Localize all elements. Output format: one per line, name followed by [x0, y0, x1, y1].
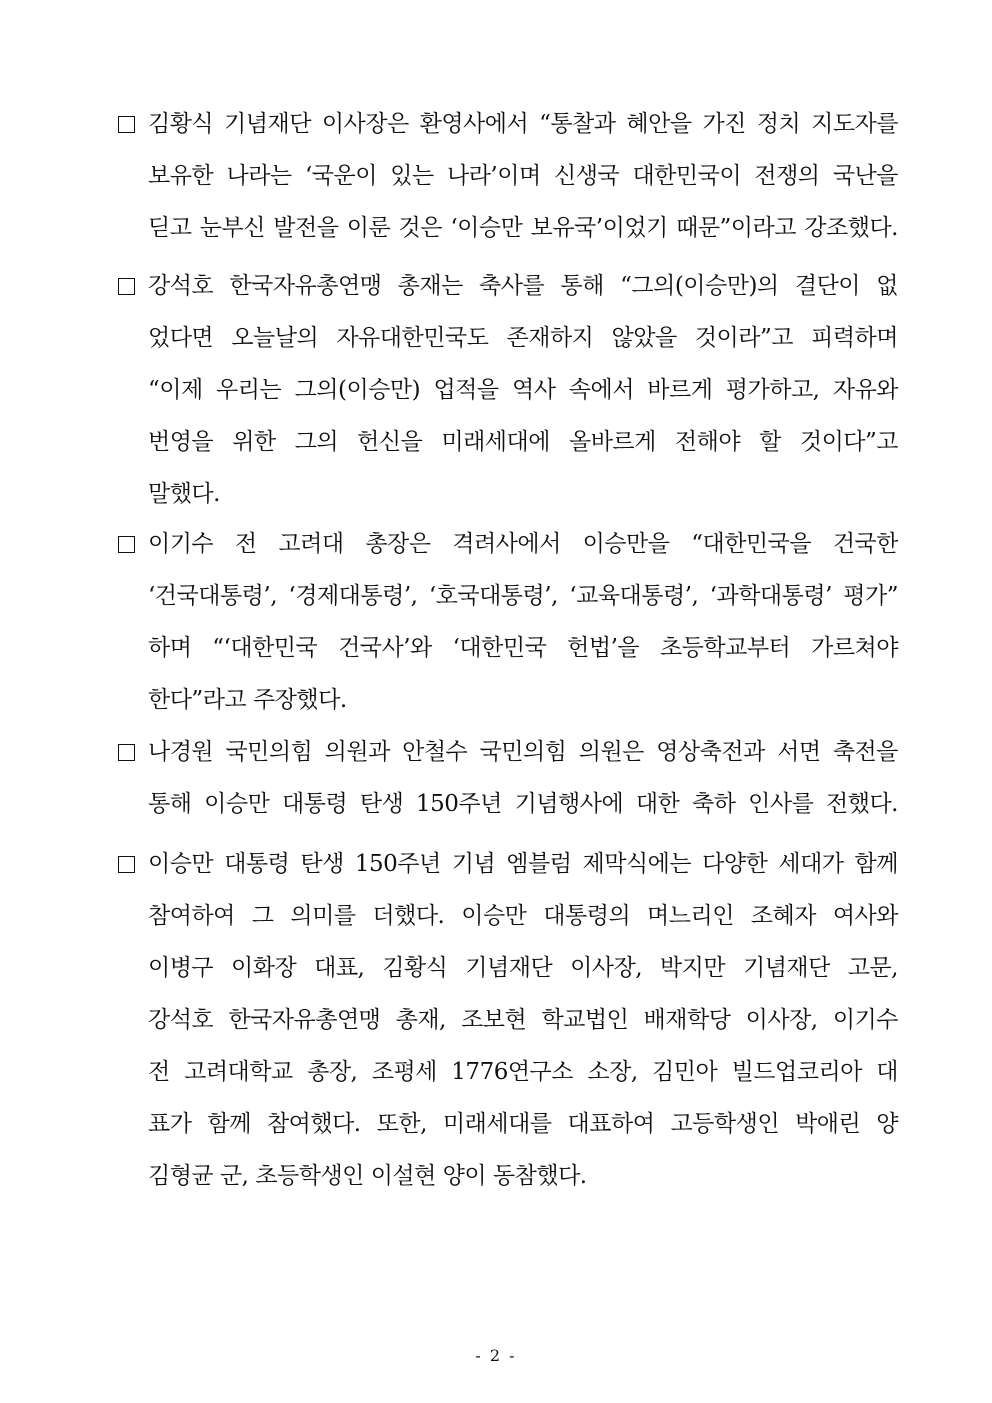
- text-line: 강석호 한국자유총연맹 총재는 축사를 통해 “그의(이승만)의 결단이 없: [148, 273, 898, 299]
- paragraph-3: [118, 518, 898, 726]
- paragraph-first-line: [118, 838, 898, 890]
- paragraph-first-line: [118, 518, 898, 570]
- text-line: 전 고려대학교 총장, 조평세 1776연구소 소장, 김민아 빌드업코리아 대: [148, 1059, 898, 1085]
- text-line: 보유한 나라는 ‘국운이 있는 나라’이며 신생국 대한민국이 전쟁의 국난을: [148, 163, 898, 189]
- text-line: 딛고 눈부신 발전을 이룬 것은 ‘이승만 보유국’이었기 때문”이라고 강조했다.: [148, 215, 898, 241]
- text-line: 표가 함께 참여했다. 또한, 미래세대를 대표하여 고등학생인 박애린 양: [148, 1111, 898, 1137]
- text-line: 통해 이승만 대통령 탄생 150주년 기념행사에 대한 축하 인사를 전했다.: [148, 791, 898, 817]
- paragraph-first-line: [118, 260, 898, 312]
- text-line: “이제 우리는 그의(이승만) 업적을 역사 속에서 바르게 평가하고, 자유와: [148, 377, 898, 403]
- text-line: 말했다.: [148, 481, 220, 507]
- text-line: 김형균 군, 초등학생인 이설현 양이 동참했다.: [148, 1163, 587, 1189]
- checkbox-bullet-icon: [118, 856, 135, 873]
- text-line: 이승만 대통령 탄생 150주년 기념 엠블럼 제막식에는 다양한 세대가 함께: [148, 851, 898, 877]
- paragraph-4: [118, 726, 898, 830]
- text-line: 하며 “‘대한민국 건국사’와 ‘대한민국 헌법’을 초등학교부터 가르쳐야: [148, 635, 898, 661]
- text-line: ‘건국대통령’, ‘경제대통령’, ‘호국대통령’, ‘교육대통령’, ‘과학대통령’ 평가”: [148, 583, 898, 609]
- checkbox-bullet-icon: [118, 116, 135, 133]
- text-line: 었다면 오늘날의 자유대한민국도 존재하지 않았을 것이라”고 피력하며: [148, 325, 898, 351]
- paragraph-5: [118, 838, 898, 1202]
- text-line: 한다”라고 주장했다.: [148, 687, 347, 713]
- checkbox-bullet-icon: [118, 536, 135, 553]
- paragraph-first-line: [118, 98, 898, 150]
- text-line: 참여하여 그 의미를 더했다. 이승만 대통령의 며느리인 조혜자 여사와: [148, 903, 898, 929]
- page-number: - 2 -: [475, 1346, 517, 1365]
- text-line: 이병구 이화장 대표, 김황식 기념재단 이사장, 박지만 기념재단 고문,: [148, 955, 898, 981]
- paragraph-1: [118, 98, 898, 254]
- text-line: 김황식 기념재단 이사장은 환영사에서 “통찰과 혜안을 가진 정치 지도자를: [148, 111, 898, 137]
- checkbox-bullet-icon: [118, 278, 135, 295]
- text-line: 강석호 한국자유총연맹 총재, 조보현 학교법인 배재학당 이사장, 이기수: [148, 1007, 898, 1033]
- text-line: 이기수 전 고려대 총장은 격려사에서 이승만을 “대한민국을 건국한: [148, 531, 898, 557]
- text-line: 번영을 위한 그의 헌신을 미래세대에 올바르게 전해야 할 것이다”고: [148, 429, 898, 455]
- paragraph-first-line: [118, 726, 898, 778]
- text-line: 나경원 국민의힘 의원과 안철수 국민의힘 의원은 영상축전과 서면 축전을: [148, 739, 898, 765]
- paragraph-2: [118, 260, 898, 520]
- checkbox-bullet-icon: [118, 744, 135, 761]
